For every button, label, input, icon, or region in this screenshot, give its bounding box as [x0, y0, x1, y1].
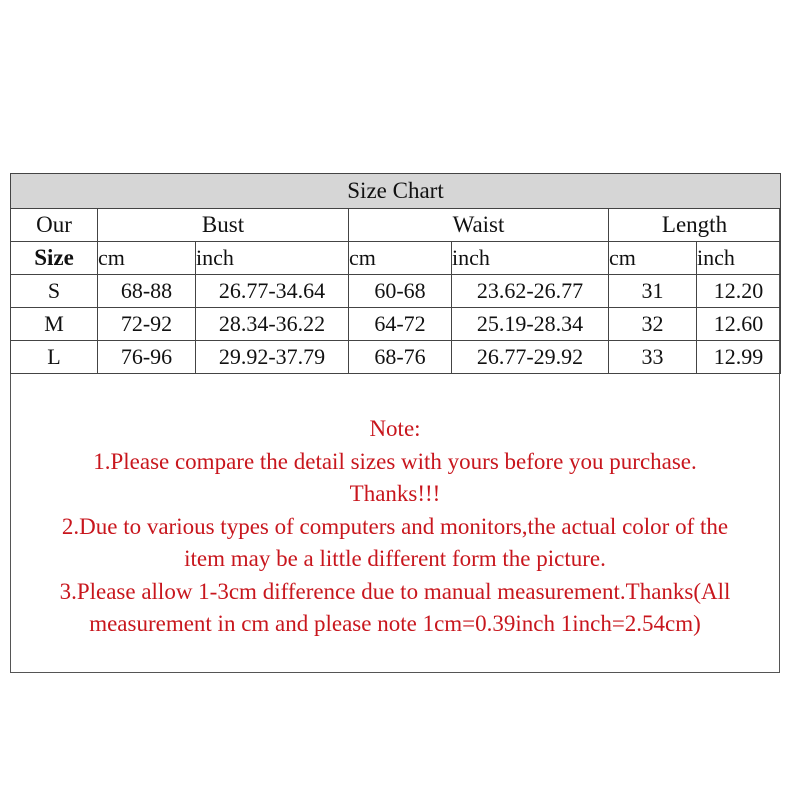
size-cell: S — [11, 275, 98, 308]
our-size-header: Our — [11, 209, 98, 242]
note-line: 2.Due to various types of computers and monitors,the actual color of the — [61, 513, 729, 539]
note-line: 1.Please compare the detail sizes with yours before you purchase. — [93, 448, 697, 474]
table-row — [11, 308, 781, 341]
bust-cm-cell: 68-88 — [98, 275, 196, 308]
length-inch-cell: 12.60 — [697, 308, 781, 341]
note-section — [10, 413, 780, 641]
length-cm-cell: 33 — [609, 341, 697, 374]
waist-inch-cell: 23.62-26.77 — [452, 275, 609, 308]
bust-cm-cell: 76-96 — [98, 341, 196, 374]
size-cell: L — [11, 341, 98, 374]
size-chart-table — [10, 173, 781, 374]
note-heading: Note: — [369, 416, 421, 441]
bust-inch-cell: 26.77-34.64 — [196, 275, 349, 308]
note-line: 3.Please allow 1-3cm difference due to manual measurement.Thanks(All — [59, 578, 731, 604]
waist-cm-cell: 64-72 — [349, 308, 452, 341]
note-line: measurement in cm and please note 1cm=0.39inch 1inch=2.54cm) — [89, 611, 701, 636]
waist-inch-unit: inch — [452, 242, 609, 275]
bust-header: Bust — [98, 209, 349, 242]
length-inch-cell: 12.20 — [697, 275, 781, 308]
bust-inch-cell: 29.92-37.79 — [196, 341, 349, 374]
bust-cm-cell: 72-92 — [98, 308, 196, 341]
note-line: Thanks!!! — [349, 481, 441, 506]
waist-inch-cell: 25.19-28.34 — [452, 308, 609, 341]
length-inch-cell: 12.99 — [697, 341, 781, 374]
length-header: Length — [609, 209, 781, 242]
length-cm-cell: 31 — [609, 275, 697, 308]
waist-cm-unit: cm — [349, 242, 452, 275]
waist-header: Waist — [349, 209, 609, 242]
note-line: item may be a little different form the picture. — [184, 546, 606, 571]
waist-cm-cell: 68-76 — [349, 341, 452, 374]
size-cell: M — [11, 308, 98, 341]
size-header: Size — [11, 242, 98, 275]
waist-cm-cell: 60-68 — [349, 275, 452, 308]
length-cm-cell: 32 — [609, 308, 697, 341]
table-row — [11, 275, 781, 308]
bust-cm-unit: cm — [98, 242, 196, 275]
chart-title: Size Chart — [11, 174, 781, 209]
bust-inch-unit: inch — [196, 242, 349, 275]
length-cm-unit: cm — [609, 242, 697, 275]
table-row — [11, 341, 781, 374]
waist-inch-cell: 26.77-29.92 — [452, 341, 609, 374]
length-inch-unit: inch — [697, 242, 781, 275]
bust-inch-cell: 28.34-36.22 — [196, 308, 349, 341]
